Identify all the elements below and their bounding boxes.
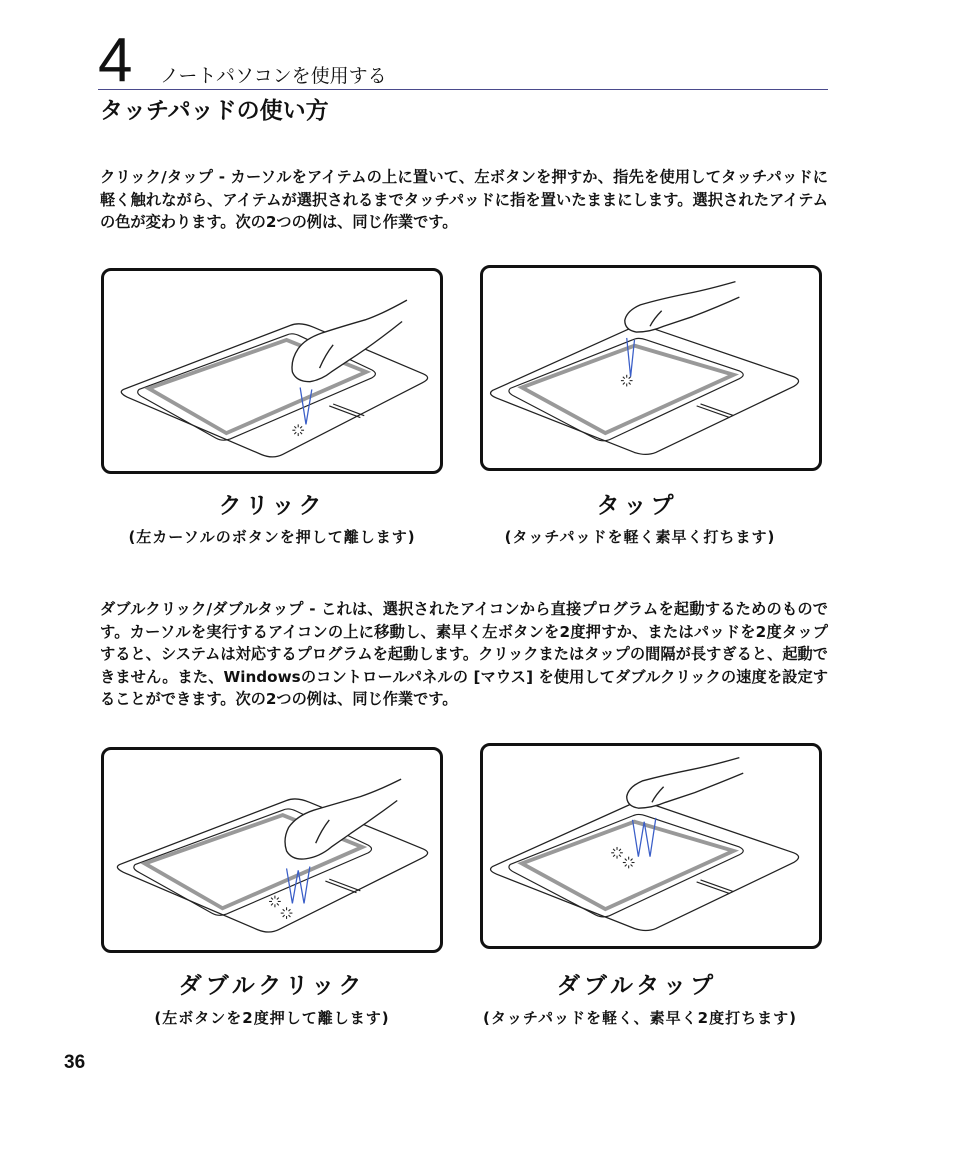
click-caption-title: クリック [218, 493, 326, 519]
double-click-tap-paragraph: ダブルクリック/ダブルタップ - これは、選択されたアイコンから直接プログラムを起動するためのものです。カーソルを実行するアイコンの上に移動し、素早く左ボタンを2度押すか、またはパッドを2度タップすると、システムは対応するプログラムを起動します。クリックまたはタップの間隔が長すぎると、起動できません。また、Windowsのコントロールパネルの [マウス] を使用してダブルクリックの速度を設定することができます。次の2つの例は、同じ作業です。 [100, 600, 828, 708]
double-tap-illustration [480, 743, 822, 949]
tap-illustration [480, 265, 822, 471]
click-illustration [101, 268, 443, 474]
double-tap-caption-title: ダブルタップ [556, 973, 718, 999]
double-click-illustration [101, 747, 443, 953]
click-tap-paragraph: クリック/タップ - カーソルをアイテムの上に置いて、左ボタンを押すか、指先を使用してタッチパッドに軽く触れながら、アイテムが選択されるまでタッチパッドに指を置いたままにします。選択されたアイテムの色が変わります。次の2つの例は、同じ作業です。 [100, 168, 828, 231]
tap-caption-subtitle: (タッチパッドを軽く素早く打ちます) [504, 528, 776, 546]
click-caption-subtitle: (左カーソルのボタンを押して離します) [128, 528, 416, 546]
double-click-caption-subtitle: (左ボタンを2度押して離します) [154, 1009, 390, 1027]
header-rule [98, 89, 828, 90]
double-click-caption-title: ダブルクリック [178, 973, 366, 999]
double-tap-caption-subtitle: (タッチパッドを軽く、素早く2度打ちます) [483, 1009, 797, 1027]
page-number: 36 [64, 1052, 86, 1073]
tap-caption-title: タップ [596, 493, 678, 519]
section-title: タッチパッドの使い方 [100, 98, 329, 124]
chapter-title: ノートパソコンを使用する [160, 65, 387, 87]
chapter-number: 4 [98, 26, 133, 95]
